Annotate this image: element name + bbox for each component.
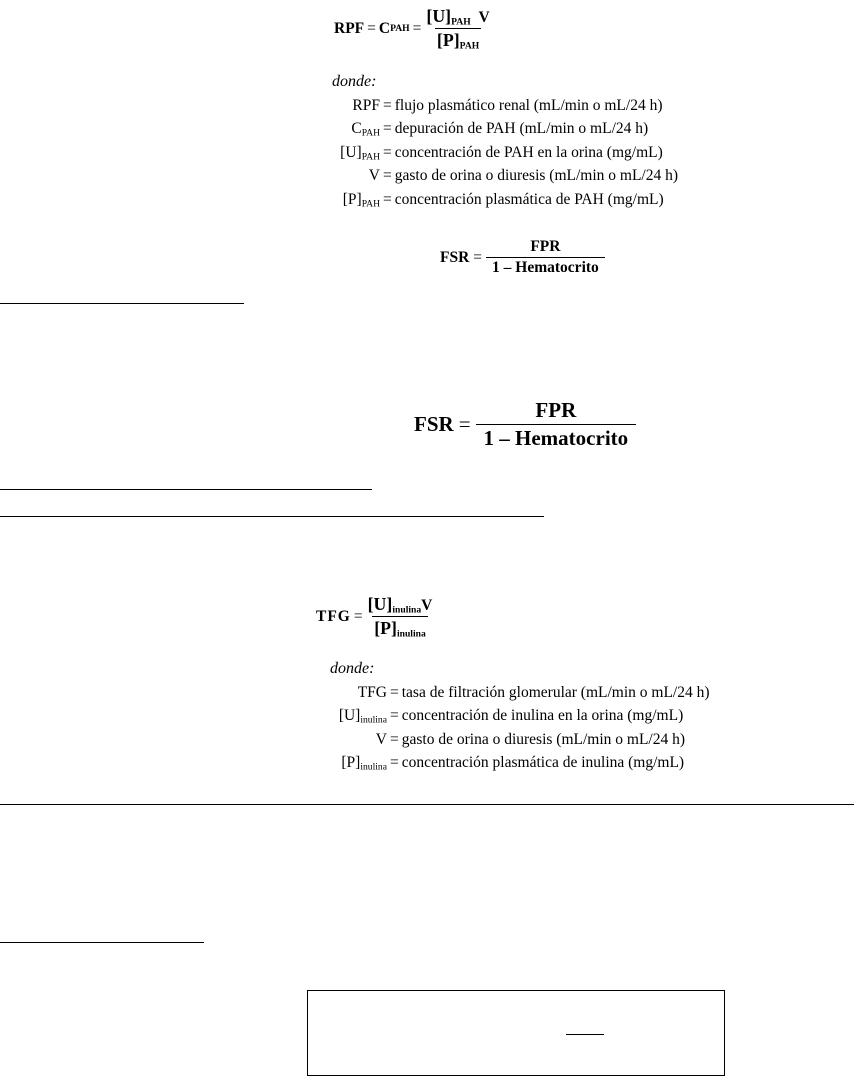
fsr-large-numerator: FPR: [535, 398, 577, 422]
tfg-num-u-sub: inulina: [392, 604, 422, 616]
rpf-num-u: [U]: [426, 6, 452, 26]
definition-row: [305, 753, 710, 776]
tfg-den-p: [P]: [374, 618, 397, 639]
definition-eq: =: [390, 730, 399, 748]
definition-term: TFG: [357, 684, 387, 701]
definition-eq: =: [383, 143, 392, 161]
tfg-formula: [316, 594, 434, 640]
definition-eq: =: [390, 707, 399, 725]
fsr-small-fraction: [486, 238, 605, 277]
definition-row: [304, 166, 678, 189]
rpf-donde: donde:: [332, 73, 377, 90]
fsr-large-denominator: 1 – Hematocrito: [476, 424, 637, 451]
definition-eq: =: [390, 684, 399, 701]
tfg-definitions: [305, 683, 710, 777]
section-divider: [0, 804, 854, 805]
fsr-large-lhs: FSR: [414, 412, 454, 436]
tfg-eq: =: [353, 607, 363, 625]
definition-term: $C_{PAH}$: [351, 120, 380, 139]
definition-text: concentración de inulina en la orina (mg/mL): [401, 707, 684, 725]
definition-row: [305, 706, 710, 729]
tfg-numerator: [366, 594, 435, 616]
fsr-large-fraction: [476, 398, 637, 451]
definition-text: concentración de PAH en la orina (mg/mL): [394, 143, 663, 161]
definition-term: $[P]_{inulina}$: [341, 754, 387, 773]
fsr-formula-large: [414, 398, 636, 451]
tfg-fraction: [366, 594, 435, 640]
definition-eq: =: [383, 190, 392, 208]
tfg-den-p-sub: inulina: [396, 628, 426, 640]
fsr-formula-small: [440, 238, 605, 277]
rpf-num-v: V: [478, 9, 490, 26]
rpf-eq1: =: [367, 19, 376, 37]
definition-text: gasto de orina o diuresis (mL/min o mL/24 h): [394, 167, 679, 185]
tfg-donde: donde:: [330, 660, 375, 677]
definition-eq: =: [383, 120, 392, 138]
definition-term: $[P]_{PAH}$: [342, 190, 380, 209]
empty-box: [307, 990, 725, 1076]
rpf-denominator: [435, 28, 481, 51]
definition-eq: =: [390, 754, 399, 772]
definition-row: [304, 190, 678, 213]
rpf-lhs: RPF: [334, 19, 365, 37]
definition-row: [304, 119, 678, 142]
rpf-definitions: [304, 96, 678, 213]
definition-row: [305, 683, 710, 706]
definition-text: tasa de filtración glomerular (mL/min o mL/24 h): [401, 684, 710, 701]
definition-eq: =: [383, 167, 392, 185]
underline-rule: [0, 303, 244, 304]
rpf-numerator: [424, 6, 491, 28]
definition-term: V: [375, 730, 387, 748]
fsr-small-denominator: 1 – Hematocrito: [486, 257, 605, 277]
definition-text: depuración de PAH (mL/min o mL/24 h): [394, 120, 649, 138]
underline-rule: [0, 942, 204, 943]
rpf-den-p: [P]: [436, 30, 460, 51]
definition-row: [304, 143, 678, 166]
fsr-small-lhs: FSR: [440, 248, 470, 266]
definition-text: concentración plasmática de inulina (mg/mL): [401, 754, 685, 772]
box-underline: [566, 1034, 604, 1035]
definition-text: flujo plasmático renal (mL/min o mL/24 h): [394, 97, 663, 114]
rpf-fraction: [424, 6, 491, 52]
definition-term: $[U]_{inulina}$: [338, 707, 387, 726]
rpf-c: C: [378, 19, 391, 37]
definition-term: RPF: [352, 97, 380, 114]
rpf-formula: [334, 6, 492, 52]
tfg-num-v: V: [421, 597, 433, 614]
definition-row: [305, 730, 710, 753]
fsr-small-eq: =: [473, 248, 483, 266]
definition-text: gasto de orina o diuresis (mL/min o mL/24 h): [401, 730, 686, 748]
underline-rule: [0, 489, 372, 490]
rpf-eq2: =: [412, 19, 422, 37]
fsr-small-numerator: FPR: [530, 238, 561, 255]
definition-text: concentración plasmática de PAH (mg/mL): [394, 190, 664, 208]
tfg-lhs: TFG: [316, 607, 351, 625]
tfg-num-u: [U]: [367, 594, 393, 614]
rpf-den-p-sub: PAH: [459, 40, 480, 52]
underline-rule: [0, 516, 544, 517]
fsr-large-eq: =: [458, 412, 471, 436]
definition-term: $[U]_{PAH}$: [340, 143, 380, 163]
rpf-c-sub: PAH: [390, 23, 410, 35]
definition-eq: =: [383, 97, 392, 114]
rpf-num-u-sub: PAH: [451, 16, 471, 28]
definition-term: V: [368, 167, 380, 185]
tfg-denominator: [372, 616, 428, 639]
definition-row: [304, 96, 678, 119]
